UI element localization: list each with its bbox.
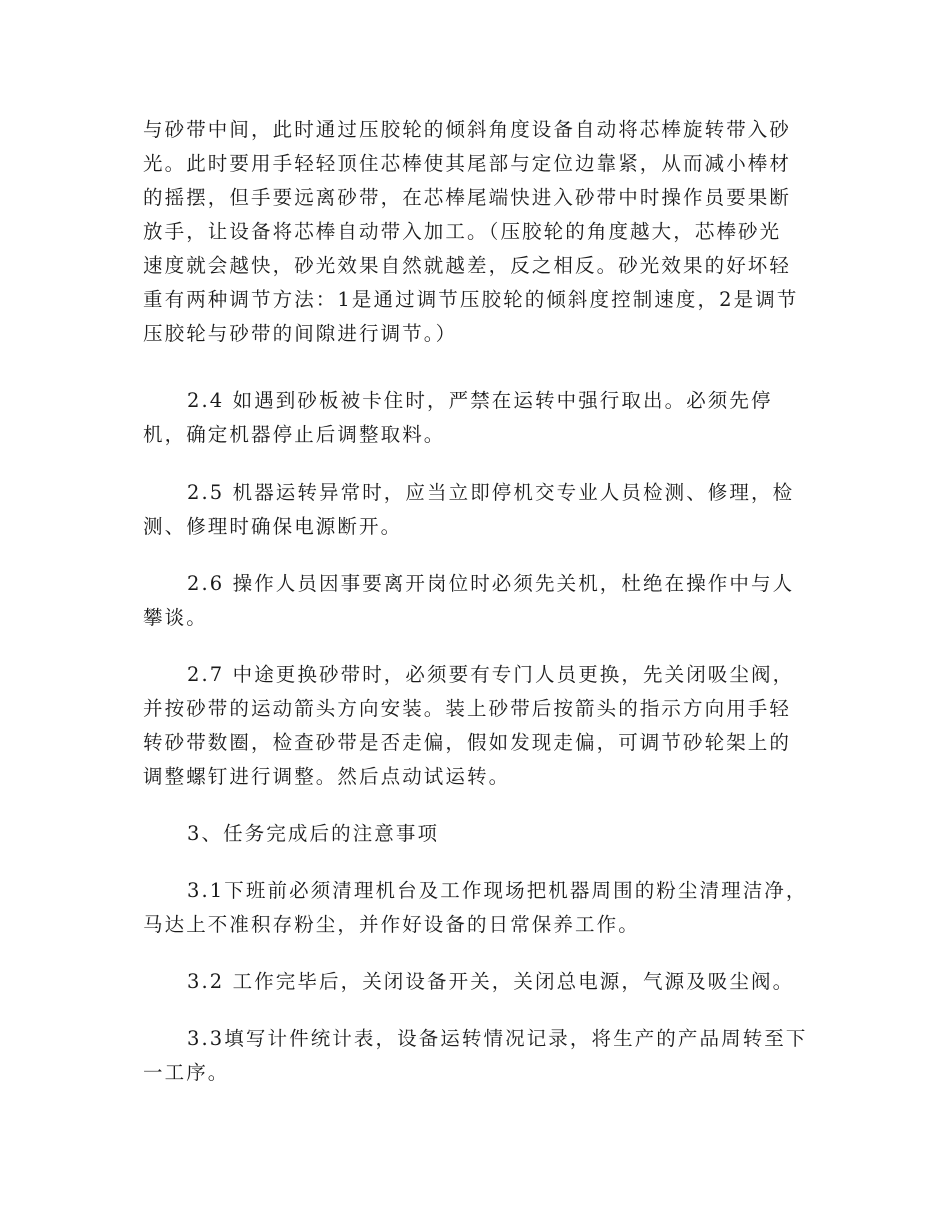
text-line-1: 与砂带中间，此时通过压胶轮的倾斜角度设备自动将芯棒旋转带入砂 — [143, 118, 792, 141]
text-line-11: 测、修理时确保电源断开。 — [143, 515, 403, 538]
text-line-8: 2.4 如遇到砂板被卡住时，严禁在运转中强行取出。必须先停 — [187, 389, 773, 412]
section-heading: 3、任务完成后的注意事项 — [187, 822, 440, 845]
text-line-12: 2.6 操作人员因事要离开岗位时必须先关机，杜绝在操作中与人 — [187, 572, 795, 595]
text-line-23: 一工序。 — [143, 1061, 230, 1084]
text-line-22: 3.3填写计件统计表，设备运转情况记录，将生产的产品周转至下 — [187, 1027, 808, 1050]
text-line-19: 3.1下班前必须清理机台及工作现场把机器周围的粉尘清理洁净， — [187, 879, 808, 902]
text-line-17: 调整螺钉进行调整。然后点动试运转。 — [143, 765, 511, 788]
text-line-13: 攀谈。 — [143, 606, 208, 629]
text-line-15: 并按砂带的运动箭头方向安装。装上砂带后按箭头的指示方向用手轻 — [143, 697, 792, 720]
text-line-14: 2.7 中途更换砂带时，必须要有专门人员更换，先关闭吸尘阀， — [187, 663, 795, 686]
text-line-9: 机，确定机器停止后调整取料。 — [143, 423, 446, 446]
text-line-6: 重有两种调节方法：1是通过调节压胶轮的倾斜度控制速度，2是调节 — [143, 288, 799, 311]
text-line-2: 光。此时要用手轻轻顶住芯棒使其尾部与定位边靠紧，从而减小棒材 — [143, 152, 792, 175]
text-line-21: 3.2 工作完毕后，关闭设备开关，关闭总电源，气源及吸尘阀。 — [187, 970, 795, 993]
text-line-16: 转砂带数圈，检查砂带是否走偏，假如发现走偏，可调节砂轮架上的 — [143, 731, 792, 754]
text-line-5: 速度就会越快，砂光效果自然就越差，反之相反。砂光效果的好坏轻 — [143, 254, 792, 277]
text-line-20: 马达上不准积存粉尘，并作好设备的日常保养工作。 — [143, 913, 640, 936]
text-line-4: 放手，让设备将芯棒自动带入加工。（压胶轮的角度越大，芯棒砂光 — [143, 220, 782, 243]
text-line-3: 的摇摆，但手要远离砂带，在芯棒尾端快进入砂带中时操作员要果断 — [143, 186, 792, 209]
text-line-7: 压胶轮与砂带的间隙进行调节。） — [143, 322, 458, 345]
text-line-10: 2.5 机器运转异常时，应当立即停机交专业人员检测、修理，检 — [187, 481, 795, 504]
